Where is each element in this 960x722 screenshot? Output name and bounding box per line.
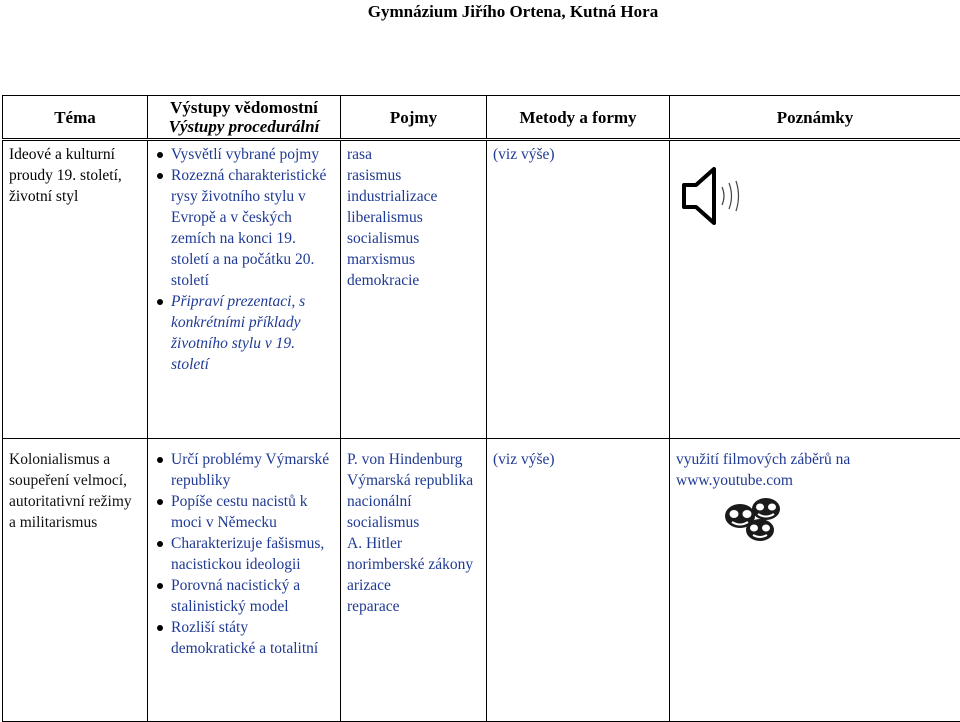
list-item: Určí problémy Výmarské republiky	[154, 449, 334, 491]
speaker-icon[interactable]	[682, 165, 746, 227]
term: rasismus	[347, 165, 480, 186]
term: arizace	[347, 575, 480, 596]
cell-metody: (viz výše)	[487, 140, 670, 439]
term: reparace	[347, 596, 480, 617]
film-faces-icon[interactable]	[722, 494, 786, 544]
cell-pojmy	[341, 439, 487, 722]
cell-vystupy	[148, 439, 341, 722]
cell-poznamky-text: využití filmových záběrů na www.youtube.com	[676, 451, 850, 489]
term: socialismus	[347, 228, 480, 249]
col-header-tema: Téma	[3, 96, 148, 140]
term: Výmarská republika	[347, 470, 480, 491]
list-item: Rozezná charakteristické rysy životního stylu v Evropě a v českých zemích na konci 19. století a na počátku 20. století	[154, 165, 334, 291]
list-item: Charakterizuje fašismus, nacistickou ideologii	[154, 533, 334, 575]
cell-poznamky	[670, 439, 960, 722]
table-header-row	[3, 96, 960, 140]
col-header-pojmy: Pojmy	[341, 96, 487, 140]
cell-pojmy	[341, 140, 487, 439]
list-item: Popíše cestu nacistů k moci v Německu	[154, 491, 334, 533]
col-header-vystupy	[148, 96, 341, 140]
list-item: Připraví prezentaci, s konkrétními příklady životního stylu v 19. století	[154, 291, 334, 375]
term: A. Hitler	[347, 533, 480, 554]
cell-tema: Ideové a kulturní proudy 19. století, životní styl	[3, 140, 148, 439]
col-header-poznamky: Poznámky	[670, 96, 960, 140]
cell-tema: Kolonialismus a soupeření velmocí, autoritativní režimy a militarismus	[3, 439, 148, 722]
page-header: Gymnázium Jiřího Ortena, Kutná Hora	[0, 2, 960, 22]
list-item: Porovná nacistický a stalinistický model	[154, 575, 334, 617]
term: marxismus	[347, 249, 480, 270]
term: norimberské zákony	[347, 554, 480, 575]
cell-poznamky	[670, 140, 960, 439]
term: P. von Hindenburg	[347, 449, 480, 470]
cell-vystupy	[148, 140, 341, 439]
col-header-vystupy-proceduralni: Výstupy procedurální	[152, 117, 336, 136]
list-item: Vysvětlí vybrané pojmy	[154, 144, 334, 165]
term: nacionální socialismus	[347, 491, 480, 533]
table-row	[3, 140, 960, 439]
cell-metody: (viz výše)	[487, 439, 670, 722]
term: rasa	[347, 144, 480, 165]
term: liberalismus	[347, 207, 480, 228]
col-header-metody: Metody a formy	[487, 96, 670, 140]
term: demokracie	[347, 270, 480, 291]
term: industrializace	[347, 186, 480, 207]
col-header-vystupy-vedomostni: Výstupy vědomostní	[152, 98, 336, 117]
table-row	[3, 439, 960, 722]
list-item: Rozliší státy demokratické a totalitní	[154, 617, 334, 659]
curriculum-table	[2, 95, 960, 722]
